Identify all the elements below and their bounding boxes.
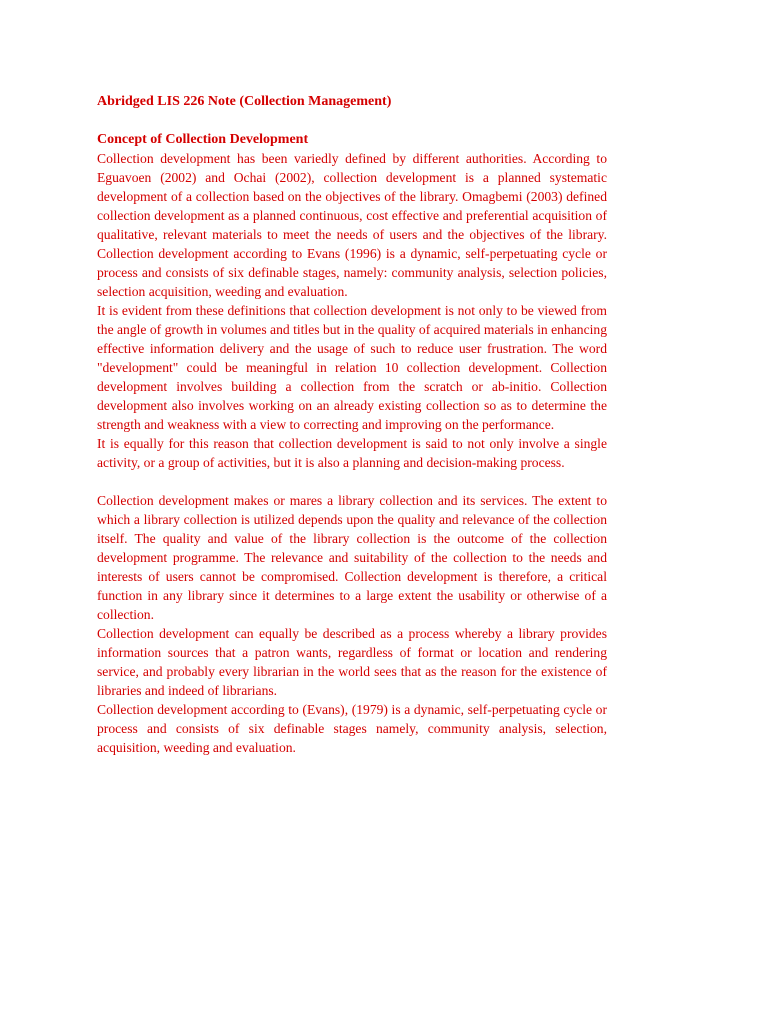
- paragraph-5: Collection development can equally be described as a process whereby a library provides information sources that a patron wants, regardless of format or location and rendering service, and probably every librarian in the world sees that as the reason for the existence of libraries and indeed of librarians.: [97, 626, 607, 698]
- paragraph-2: It is evident from these definitions that collection development is not only to be viewed from the angle of growth in volumes and titles but in the quality of acquired materials in enhancing effective information delivery and the usage of such to reduce user frustration. The word "development" could be meaningful in relation 10 collection development. Collection development involves building a collection from the scratch or ab-initio. Collection development also involves working on an already existing collection so as to determine the strength and weakness with a view to correcting and improving on the performance.: [97, 303, 607, 432]
- paragraph-1: Collection development has been variedly defined by different authorities. According to Eguavoen (2002) and Ochai (2002), collection development is a planned systematic development of a collection based on the objectives of the library. Omagbemi (2003) defined collection development as a planned continuous, cost effective and preferential acquisition of qualitative, relevant materials to meet the needs of users and the objectives of the library. Collection development according to Evans (1996) is a dynamic, self-perpetuating cycle or process and consists of six definable stages, namely: community analysis, selection policies, selection acquisition, weeding and evaluation.: [97, 151, 607, 299]
- section-heading: Concept of Collection Development: [97, 132, 309, 147]
- document-page: [97, 92, 607, 757]
- paragraph-3: It is equally for this reason that collection development is said to not only involve a single activity, or a group of activities, but it is also a planning and decision-making process.: [97, 436, 607, 470]
- document-title: Abridged LIS 226 Note (Collection Management): [97, 94, 392, 109]
- paragraph-spacer: [97, 472, 607, 491]
- paragraph-6: Collection development according to (Evans), (1979) is a dynamic, self-perpetuating cycle or process and consists of six definable stages namely, community analysis, selection, acquisition, weeding and evaluation.: [97, 702, 607, 755]
- paragraph-4: Collection development makes or mares a library collection and its services. The extent to which a library collection is utilized depends upon the quality and relevance of the collection itself. The quality and value of the library collection is the outcome of the collection development programme. The relevance and suitability of the collection to the needs and interests of users cannot be compromised. Collection development is therefore, a critical function in any library since it determines to a large extent the usability or otherwise of a collection.: [97, 493, 607, 622]
